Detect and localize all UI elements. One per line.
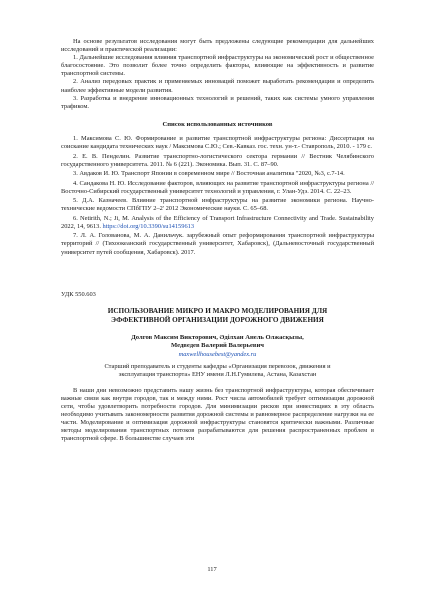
references-list: [61, 135, 374, 257]
reference-text: 6. Netirith, N.; Ji, M. Analysis of the Efficiency of Transport Infrastructure Connectivity and Trade. Sustainability 2022, 14, 9613.: [61, 214, 374, 230]
udc-code: УДК 550.603: [61, 290, 96, 298]
recommendation-2: 2. Анализ передовых практик и применяемых инноваций поможет выработать рекомендации и определить наиболее эффективные модели развития.: [61, 78, 374, 94]
article-title-line: ЭФФЕКТИВНОЙ ОРГАНИЗАЦИИ ДОРОЖНОГО ДВИЖЕНИЯ: [111, 315, 324, 324]
reference-item: 5. Д.А. Казначеев. Влияние транспортной инфраструктуры на развитие экономики региона. Научно-технические ведомости СПбГПУ 2–2' 2012 Экономические науки. С. 65–68.: [61, 197, 374, 213]
page-number: 117: [207, 566, 217, 573]
reference-item: 1. Максимова С. Ю. Формирование и развитие транспортной инфраструктуры региона: Диссертация на соискание кандидата технических наук / Максимова С.Ю.; Сев.-Кавказ. гос. техн. ун-т.- Ставрополь, 2010. - 179 с.: [61, 134, 374, 151]
recommendation-3: 3. Разработка и внедрение инновационных технологий и решений, таких как системы умного управления трафиком.: [61, 94, 374, 110]
reference-item: 7. Л. А. Голованова, М. А. Данильчук. зарубежный опыт реформирования транспортной инфраструктуры территорий // (Тихоокеанский государственный университет, Хабаровск), (Дальневосточный государственный университет путей сообщения, Хабаровск). 2017.: [61, 232, 374, 256]
affiliation-line: эксплуатация транспорта» ЕНУ имени Л.Н.Гумилева, Астана, Казахстан: [118, 370, 317, 378]
authors-line: Медведев Валерий Валерьевич: [170, 342, 264, 350]
reference-item: 3. Авдаков И. Ю. Транспорт Японии в современном мире // Восточная аналитика "2020, №3, с.7-14.: [73, 170, 345, 178]
recommendation-1: 1. Дальнейшие исследования влияния транспортной инфраструктуры на экономический рост и общественное благосостояние. Это позволит более точно определить факторы, влияющие на эффективность и развитие транспортной системы.: [61, 54, 374, 78]
reference-item: 2. Е. В. Пенделин. Развитие транспортно-логистического сектора германии // Вестник Челябинского государственного университета. 2011. № 6 (221). Экономика. Вып. 31. С. 87–90.: [61, 152, 374, 168]
authors: [61, 334, 374, 351]
article-title: [61, 307, 374, 325]
conclusion-section: [61, 38, 374, 111]
references-title: Список использованных источников: [162, 120, 273, 128]
intro-paragraph: На основе результатов исследования могут быть предложены следующие рекомендации для дальнейших исследований и практической реализации:: [61, 38, 374, 54]
affiliation: [61, 363, 374, 379]
reference-item: 4. Сандакова Н. Ю. Исследование факторов, влияющих на развитие транспортной инфраструктуры региона // Восточно-Сибирский государственный университет технологий и управления, г. Улан-Удэ. 2014. С. 22–23.: [61, 179, 374, 195]
reference-item: [61, 215, 374, 231]
doi-link[interactable]: https://doi.org/10.3390/su14159613: [102, 222, 195, 230]
article-title-line: ИСПОЛЬЗОВАНИЕ МИКРО И МАКРО МОДЕЛИРОВАНИЯ ДЛЯ: [107, 306, 328, 315]
article-body: В наши дни невозможно представить нашу жизнь без транспортной инфраструктуры, которая обеспечивает важные связи как внутри городов, так и между ними. Рост числа автомобилей требует оптимизации дорожной сети, чтобы удовлетворить потребности городов. Для минимизации рисков при инвестициях в эту область необходимо учитывать закономерности развития дорожной системы и равномерное распределение нагрузки на ее части. Моделирование и оптимизация дорожной инфраструктуры становятся критически важными. Различные методы моделирования транспортных потоков разрабатываются для решения распространенных проблем в транспортной сфере. В большинстве случаев эти: [61, 386, 374, 443]
authors-line: Долгов Максим Викторович, Әділхан Анель Олжасқызы,: [131, 333, 304, 341]
affiliation-line: Старший преподаватель и студенты кафедры «Организация перевозок, движения и: [104, 362, 331, 370]
author-email[interactable]: maxwellhousebest@yandex.ru: [178, 350, 257, 358]
